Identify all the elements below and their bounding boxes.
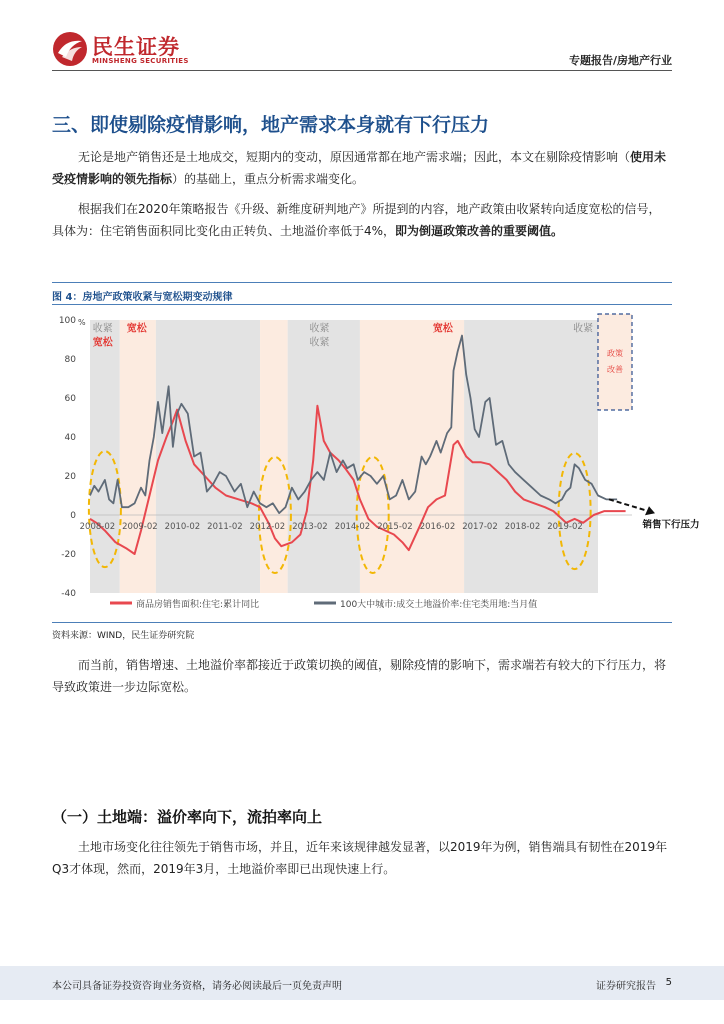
y-unit-label: % (78, 318, 86, 327)
paragraph-1-bold: 使用未受疫情影响的领先指标 (52, 150, 667, 186)
policy-improvement-box (598, 314, 632, 410)
paragraph-2-text-a: 根据我们在2020年策略报告《升级、新维度研判地产》所提到的内容，地产政策由收紧转向适度宽松的信号，具体为：住宅销售面积同比变化由正转负、土地溢价率低于4%， (52, 202, 661, 238)
figure-title-rule (52, 304, 672, 305)
policy-cycle-chart (52, 306, 700, 618)
paragraph-1 (52, 146, 672, 190)
figure-top-rule (52, 282, 672, 283)
paragraph-1-text-c: ）的基础上，重点分析需求端变化。 (172, 172, 365, 186)
tightening-band (288, 320, 360, 593)
y-tick-label: -40 (61, 589, 76, 599)
paragraph-2-bold: 即为倒逼政策改善的重要阈值。 (395, 224, 564, 238)
y-tick-label: 80 (64, 355, 76, 365)
x-tick-label: 2014-02 (334, 522, 371, 532)
minsheng-logo-icon (52, 31, 88, 67)
x-tick-label: 2010-02 (164, 522, 201, 532)
footer-disclaimer: 本公司具备证券投资咨询业务资格，请务必阅读最后一页免责声明 (52, 981, 342, 992)
band-label: 宽松 (126, 323, 147, 335)
page-number: 5 (665, 977, 672, 988)
paragraph-3 (52, 654, 672, 698)
y-tick-label: 0 (70, 511, 76, 521)
paragraph-4 (52, 836, 672, 880)
chart-legend (110, 598, 537, 610)
brand-name-cn: 民生证券 (92, 35, 180, 59)
easing-band (360, 320, 464, 593)
x-tick-label: 2015-02 (377, 522, 413, 532)
x-tick-label: 2009-02 (122, 522, 158, 532)
band-label: 宽松 (432, 323, 453, 335)
band-label: 收紧 (92, 323, 113, 335)
x-tick-label: 2012-02 (249, 522, 286, 532)
brand-name-en: MINSHENG SECURITIES (92, 57, 189, 65)
band-label: 收紧 (573, 323, 594, 335)
y-tick-label: 60 (64, 394, 76, 404)
band-label: 收紧 (309, 337, 330, 349)
figure-source: 资料来源：WIND，民生证券研究院 (52, 631, 195, 641)
x-tick-label: 2008-02 (79, 522, 116, 532)
report-type: 专题报告/房地产行业 (568, 54, 672, 67)
band-label: 宽松 (92, 337, 113, 349)
downward-pressure-label: 销售下行压力 (642, 519, 700, 531)
y-tick-label: 100 (58, 316, 76, 326)
x-tick-label: 2016-02 (419, 522, 456, 532)
x-tick-label: 2013-02 (292, 522, 328, 532)
header-divider (52, 70, 672, 71)
figure-title: 图 4：房地产政策收紧与宽松期变动规律 (52, 292, 233, 303)
x-tick-label: 2018-02 (504, 522, 541, 532)
tightening-band (464, 320, 598, 593)
paragraph-2 (52, 198, 672, 242)
x-tick-label: 2019-02 (547, 522, 583, 532)
tightening-band (156, 320, 260, 593)
downward-pressure-arrowhead (645, 506, 655, 515)
section-title: 三、即使剔除疫情影响，地产需求本身就有下行压力 (52, 114, 490, 136)
y-tick-label: -20 (61, 550, 76, 560)
figure-bottom-rule (52, 622, 672, 623)
paragraph-3-text: 而当前，销售增速、土地溢价率都接近于政策切换的阈值，剔除疫情的影响下，需求端若有较大的下行压力，将导致政策进一步边际宽松。 (52, 658, 667, 694)
y-tick-label: 20 (64, 472, 76, 482)
policy-bands (90, 314, 632, 593)
easing-band (260, 320, 288, 593)
x-tick-label: 2011-02 (207, 522, 243, 532)
legend-label: 商品房销售面积:住宅:累计同比 (136, 600, 260, 610)
paragraph-4-text: 土地市场变化往往领先于销售市场，并且，近年来该规律越发显著，以2019年为例，销售端具有韧性在2019年Q3才体现，然而，2019年3月，土地溢价率即已出现快速上行。 (52, 840, 668, 876)
legend-label: 100大中城市:成交土地溢价率:住宅类用地:当月值 (340, 600, 538, 610)
policy-improvement-label: 政策 (606, 349, 623, 358)
paragraph-1-text-a: 无论是地产销售还是土地成交，短期内的变动，原因通常都在地产需求端；因此，本文在剔除疫情影响（ (78, 150, 631, 164)
policy-improvement-label: 改善 (606, 365, 623, 374)
x-tick-label: 2017-02 (462, 522, 498, 532)
y-tick-label: 40 (64, 433, 76, 443)
downward-pressure-arrow (609, 499, 649, 511)
subsection-title: （一）土地端：溢价率向下，流拍率向上 (52, 808, 323, 826)
footer-report-label: 证券研究报告 (596, 981, 656, 992)
band-label: 收紧 (309, 323, 330, 335)
